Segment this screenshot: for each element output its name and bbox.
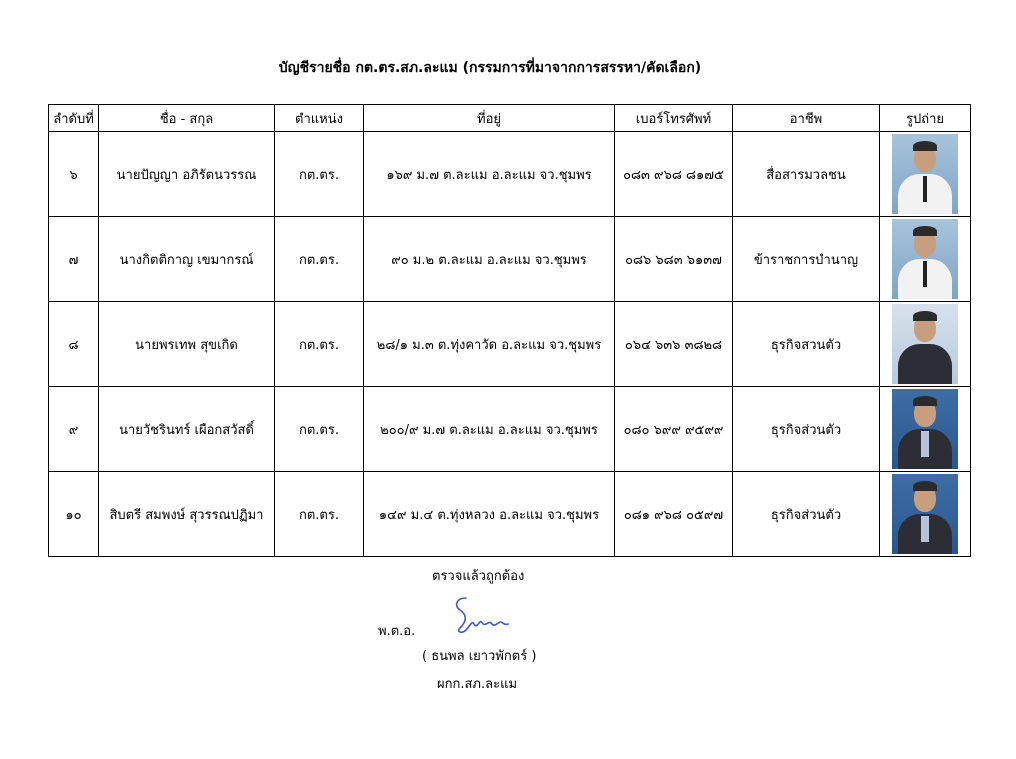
cell-position: กต.ตร. xyxy=(275,132,364,217)
cell-no: ๙ xyxy=(49,387,99,472)
table-row xyxy=(49,132,971,217)
portrait-photo xyxy=(892,474,958,554)
cell-phone: ๐๘๖ ๖๘๓ ๖๑๓๗ xyxy=(615,217,733,302)
cell-occupation: ธุรกิจส่วนตัว xyxy=(733,387,880,472)
cell-name: สิบตรี สมพงษ์ สุวรรณปฏิมา xyxy=(99,472,275,557)
portrait-photo xyxy=(892,304,958,384)
table-row xyxy=(49,217,971,302)
cell-no: ๖ xyxy=(49,132,99,217)
cell-occupation: ธุรกิจสวนตัว xyxy=(733,302,880,387)
cell-address: ๒๘/๑ ม.๓ ต.ทุ่งคาวัด อ.ละแม จว.ชุมพร xyxy=(364,302,615,387)
page-title: บัญชีรายชื่อ กต.ตร.สภ.ละแม (กรรมการที่มาจากการสรรหา/คัดเลือก) xyxy=(278,60,702,76)
verified-note: ตรวจแล้วถูกต้อง xyxy=(432,569,525,584)
cell-name: นางกิตติกาญ เขมากรณ์ xyxy=(99,217,275,302)
table-header-row xyxy=(49,105,971,132)
cell-name: นายปัญญา อภิรัตนวรรณ xyxy=(99,132,275,217)
portrait-photo xyxy=(892,134,958,214)
cell-phone: ๐๖๔ ๖๓๖ ๓๘๒๘ xyxy=(615,302,733,387)
table-row xyxy=(49,472,971,557)
cell-address: ๑๖๙ ม.๗ ต.ละแม อ.ละแม จว.ชุมพร xyxy=(364,132,615,217)
signer-position: ผกก.สภ.ละแม xyxy=(437,677,518,692)
column-header-address: ที่อยู่ xyxy=(364,105,615,132)
table-row xyxy=(49,302,971,387)
column-header-phone: เบอร์โทรศัพท์ xyxy=(615,105,733,132)
cell-position: กต.ตร. xyxy=(275,387,364,472)
handwritten-signature xyxy=(448,590,518,640)
cell-address: ๙๐ ม.๒ ต.ละแม อ.ละแม จว.ชุมพร xyxy=(364,217,615,302)
column-header-photo: รูปถ่าย xyxy=(880,105,971,132)
cell-phone: ๐๘๐ ๖๙๙ ๙๕๙๙ xyxy=(615,387,733,472)
column-header-position: ตำแหน่ง xyxy=(275,105,364,132)
cell-no: ๑๐ xyxy=(49,472,99,557)
column-header-occupation: อาชีพ xyxy=(733,105,880,132)
committee-table xyxy=(48,104,971,557)
cell-photo xyxy=(880,472,971,557)
cell-position: กต.ตร. xyxy=(275,217,364,302)
cell-name: นายวัชรินทร์ เผือกสวัสดิ์ xyxy=(99,387,275,472)
signer-rank: พ.ต.อ. xyxy=(378,624,416,639)
cell-no: ๗ xyxy=(49,217,99,302)
cell-no: ๘ xyxy=(49,302,99,387)
cell-name: นายพรเทพ สุขเกิด xyxy=(99,302,275,387)
cell-occupation: สื่อสารมวลชน xyxy=(733,132,880,217)
table-row xyxy=(49,387,971,472)
cell-occupation: ข้าราชการบำนาญ xyxy=(733,217,880,302)
cell-phone: ๐๘๑ ๙๖๘ ๐๕๙๗ xyxy=(615,472,733,557)
column-header-name: ชื่อ - สกุล xyxy=(99,105,275,132)
cell-photo xyxy=(880,132,971,217)
portrait-photo xyxy=(892,219,958,299)
cell-address: ๑๔๙ ม.๔ ต.ทุ่งหลวง อ.ละแม จว.ชุมพร xyxy=(364,472,615,557)
cell-photo xyxy=(880,387,971,472)
cell-position: กต.ตร. xyxy=(275,472,364,557)
signer-name: ( ธนพล เยาวพักตร์ ) xyxy=(422,649,537,664)
cell-phone: ๐๘๓ ๙๖๘ ๘๑๗๕ xyxy=(615,132,733,217)
cell-address: ๒๐๐/๙ ม.๗ ต.ละแม อ.ละแม จว.ชุมพร xyxy=(364,387,615,472)
portrait-photo xyxy=(892,389,958,469)
cell-position: กต.ตร. xyxy=(275,302,364,387)
cell-photo xyxy=(880,217,971,302)
cell-occupation: ธุรกิจส่วนตัว xyxy=(733,472,880,557)
cell-photo xyxy=(880,302,971,387)
column-header-no: ลำดับที่ xyxy=(49,105,99,132)
